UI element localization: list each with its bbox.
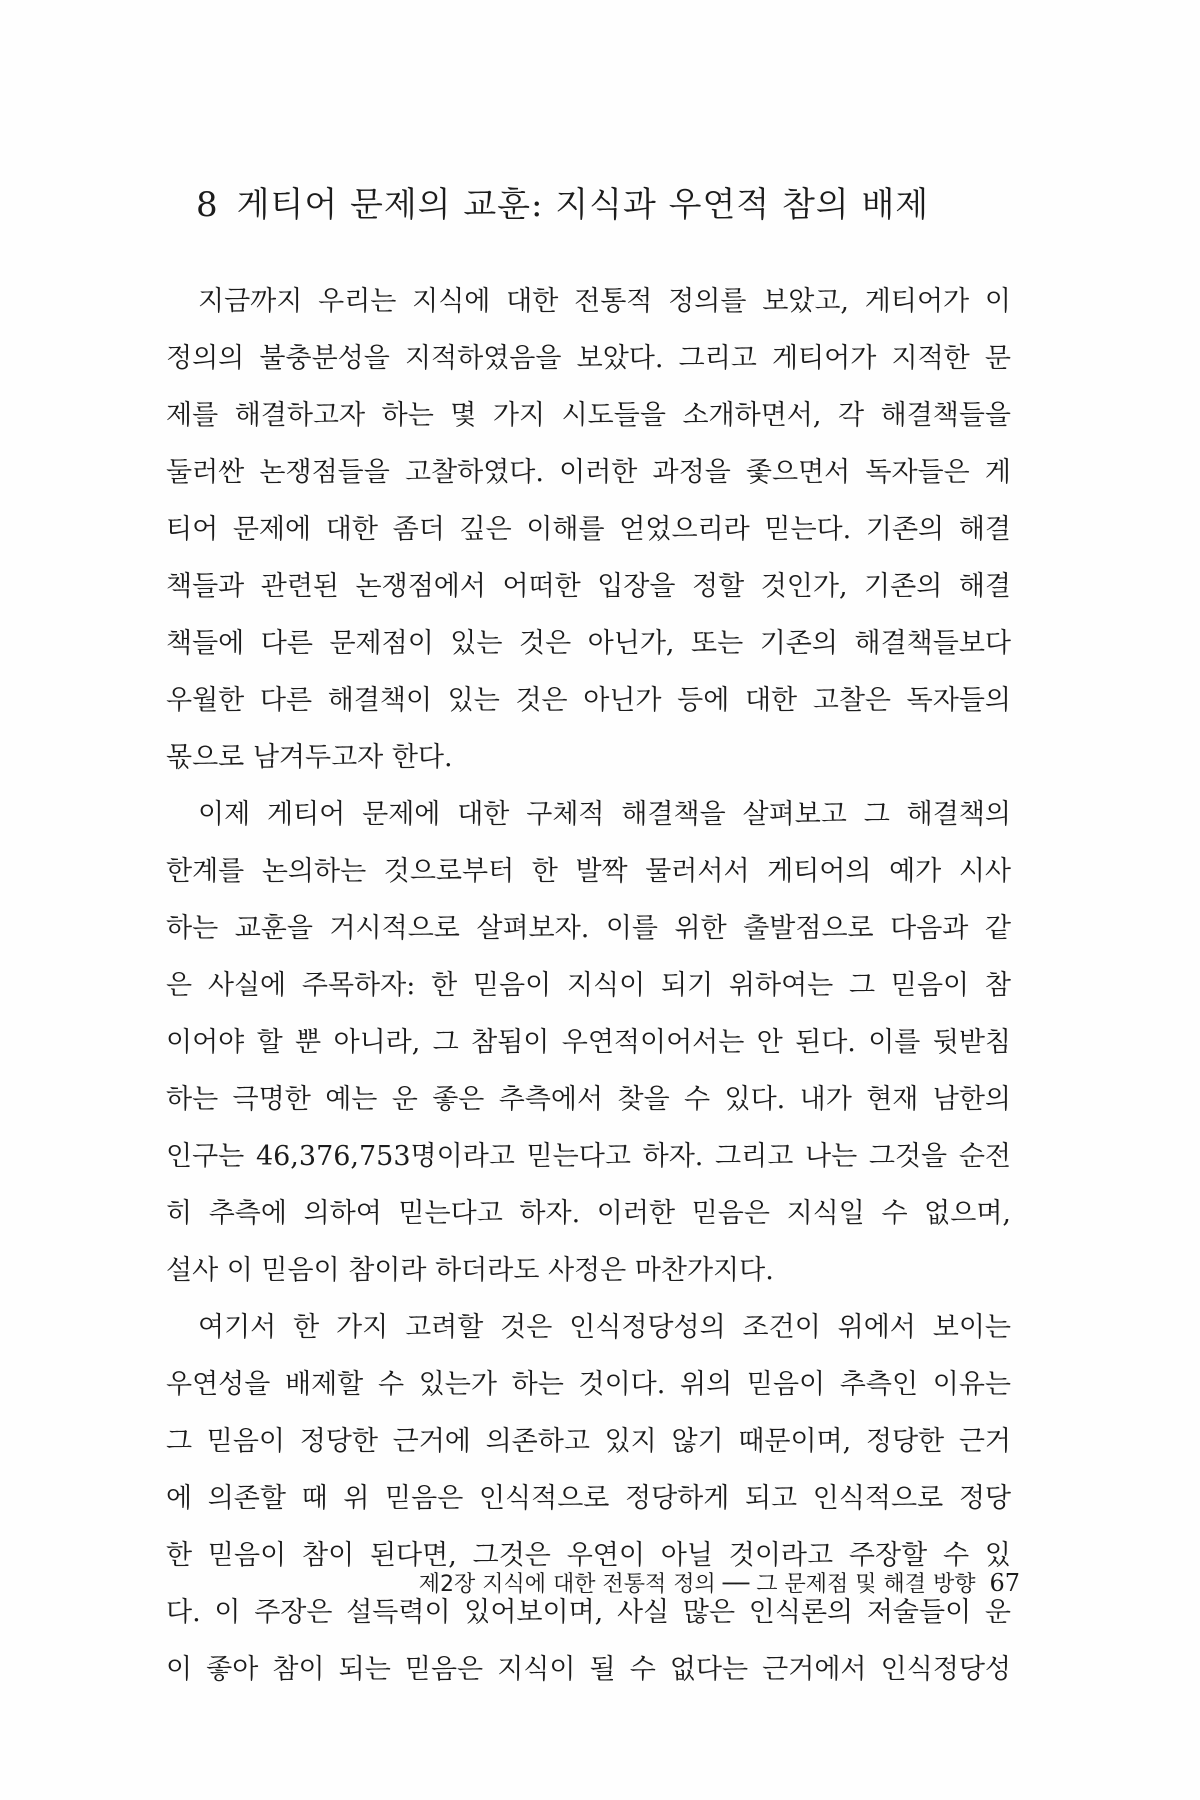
running-footer: [300, 1565, 1020, 1601]
text-line: 하는 극명한 예는 운 좋은 추측에서 찾을 수 있다. 내가 현재 남한의: [166, 1084, 1011, 1115]
text-line: 우연성을 배제할 수 있는가 하는 것이다. 위의 믿음이 추측인 이유는: [166, 1369, 1011, 1400]
text-line: 인구는 46,376,753명이라고 믿는다고 하자. 그리고 나는 그것을 순전: [166, 1141, 1011, 1172]
text-line: 이 좋아 참이 되는 믿음은 지식이 될 수 없다는 근거에서 인식정당성: [166, 1654, 1011, 1685]
text-line: 정의의 불충분성을 지적하였음을 보았다. 그리고 게티어가 지적한 문: [166, 343, 1011, 374]
paragraph: [166, 273, 1011, 786]
text-line: 에 의존할 때 위 믿음은 인식적으로 정당하게 되고 인식적으로 정당: [166, 1483, 1011, 1514]
text-line: 몫으로 남겨두고자 한다.: [166, 742, 453, 773]
text-line: 하는 교훈을 거시적으로 살펴보자. 이를 위한 출발점으로 다음과 같: [166, 913, 1011, 944]
paragraph: [166, 786, 1011, 1299]
text-line: 이어야 할 뿐 아니라, 그 참됨이 우연적이어서는 안 된다. 이를 뒷받침: [166, 1027, 1011, 1058]
page-number: 67: [989, 1569, 1020, 1597]
text-line: 은 사실에 주목하자: 한 믿음이 지식이 되기 위하여는 그 믿음이 참: [166, 970, 1011, 1001]
text-line: 책들에 다른 문제점이 있는 것은 아닌가, 또는 기존의 해결책들보다: [166, 628, 1011, 659]
text-line: 제를 해결하고자 하는 몇 가지 시도들을 소개하면서, 각 해결책들을: [166, 400, 1011, 431]
text-line: 우월한 다른 해결책이 있는 것은 아닌가 등에 대한 고찰은 독자들의: [166, 685, 1011, 716]
section-title: 게티어 문제의 교훈: 지식과 우연적 참의 배제: [236, 185, 930, 225]
text-line: 다. 이 주장은 설득력이 있어보이며, 사실 많은 인식론의 저술들이 운: [166, 1597, 1011, 1628]
running-head: 제2장 지식에 대한 전통적 정의 ── 그 문제점 및 해결 방향: [418, 1572, 976, 1597]
text-line: 티어 문제에 대한 좀더 깊은 이해를 얻었으리라 믿는다. 기존의 해결: [166, 514, 1011, 545]
text-line: 이제 게티어 문제에 대한 구체적 해결책을 살펴보고 그 해결책의: [198, 799, 1011, 830]
body-text: [166, 273, 1011, 1698]
section-heading: [196, 180, 1016, 230]
text-line: 히 추측에 의하여 믿는다고 하자. 이러한 믿음은 지식일 수 없으며,: [166, 1198, 1011, 1229]
section-number: 8: [196, 185, 219, 225]
paragraph: [166, 1299, 1011, 1698]
text-line: 설사 이 믿음이 참이라 하더라도 사정은 마찬가지다.: [166, 1255, 774, 1286]
text-line: 한계를 논의하는 것으로부터 한 발짝 물러서서 게티어의 예가 시사: [166, 856, 1011, 887]
text-line: 책들과 관련된 논쟁점에서 어떠한 입장을 정할 것인가, 기존의 해결: [166, 571, 1011, 602]
text-line: 둘러싼 논쟁점들을 고찰하였다. 이러한 과정을 좇으면서 독자들은 게: [166, 457, 1011, 488]
text-line: 여기서 한 가지 고려할 것은 인식정당성의 조건이 위에서 보이는: [198, 1312, 1011, 1343]
text-line: 지금까지 우리는 지식에 대한 전통적 정의를 보았고, 게티어가 이: [198, 286, 1011, 317]
text-line: 한 믿음이 참이 된다면, 그것은 우연이 아닐 것이라고 주장할 수 있: [166, 1540, 1011, 1571]
text-line: 그 믿음이 정당한 근거에 의존하고 있지 않기 때문이며, 정당한 근거: [166, 1426, 1011, 1457]
